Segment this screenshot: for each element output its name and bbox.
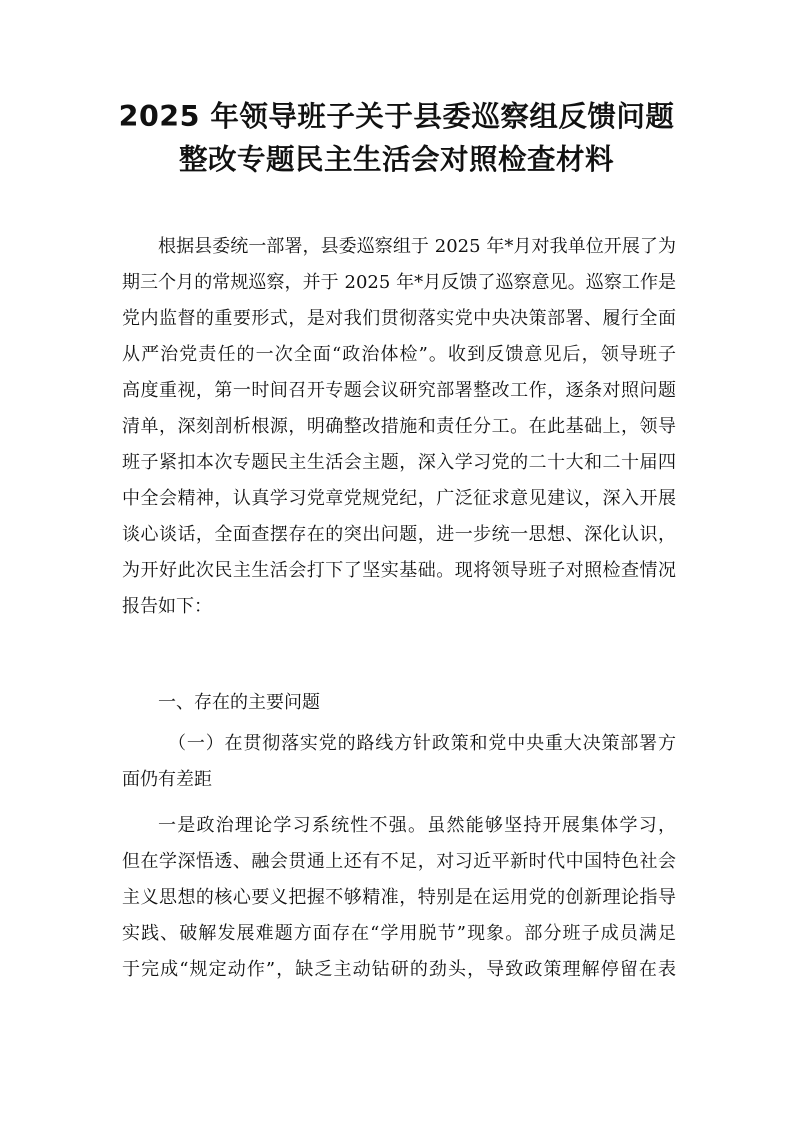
subsection-heading-1 bbox=[122, 726, 676, 798]
paragraph-line: 为开好此次民主生活会打下了坚实基础。现将领导班子对照检查情况 bbox=[122, 560, 676, 581]
paragraph-line: 主义思想的核心要义把握不够精准，特别是在运用党的创新理论指导 bbox=[122, 887, 676, 908]
point-1-paragraph bbox=[122, 808, 676, 988]
paragraph-line: 从严治党责任的一次全面“政治体检”。收到反馈意见后，领导班子 bbox=[122, 344, 676, 365]
paragraph-line: 一是政治理论学习系统性不强。虽然能够坚持开展集体学习， bbox=[158, 815, 676, 836]
paragraph-line: 报告如下： bbox=[122, 596, 212, 617]
paragraph-line: 谈心谈话，全面查摆存在的突出问题，进一步统一思想、深化认识， bbox=[122, 524, 676, 545]
paragraph-line: 中全会精神，认真学习党章党规党纪，广泛征求意见建议，深入开展 bbox=[122, 488, 676, 509]
subsection-heading-line: （一）在贯彻落实党的路线方针政策和党中央重大决策部署方 bbox=[168, 733, 676, 754]
paragraph-line: 根据县委统一部署，县委巡察组于 2025 年*月对我单位开展了为 bbox=[158, 236, 676, 257]
document-title-line-2: 整改专题民主生活会对照检查材料 bbox=[178, 143, 614, 176]
paragraph-line: 但在学深悟透、融会贯通上还有不足，对习近平新时代中国特色社会 bbox=[122, 851, 676, 872]
paragraph-line: 期三个月的常规巡察，并于 2025 年*月反馈了巡察意见。巡察工作是 bbox=[122, 272, 676, 293]
document-title-line-1: 2025 年领导班子关于县委巡察组反馈问题 bbox=[118, 100, 675, 133]
paragraph-line: 班子紧扣本次专题民主生活会主题，深入学习党的二十大和二十届四 bbox=[122, 452, 676, 473]
section-heading-text: 一、存在的主要问题 bbox=[158, 692, 320, 713]
section-heading-1 bbox=[122, 685, 676, 721]
paragraph-line: 清单，深刻剖析根源，明确整改措施和责任分工。在此基础上，领导 bbox=[122, 416, 676, 437]
paragraph-line: 于完成“规定动作”，缺乏主动钻研的劲头，导致政策理解停留在表 bbox=[122, 959, 676, 980]
paragraph-line: 实践、破解发展难题方面存在“学用脱节”现象。部分班子成员满足 bbox=[122, 923, 676, 944]
intro-paragraph bbox=[122, 229, 676, 625]
paragraph-line: 党内监督的重要形式，是对我们贯彻落实党中央决策部署、履行全面 bbox=[122, 308, 676, 329]
paragraph-line: 高度重视，第一时间召开专题会议研究部署整改工作，逐条对照问题 bbox=[122, 380, 676, 401]
subsection-heading-line: 面仍有差距 bbox=[122, 769, 212, 790]
